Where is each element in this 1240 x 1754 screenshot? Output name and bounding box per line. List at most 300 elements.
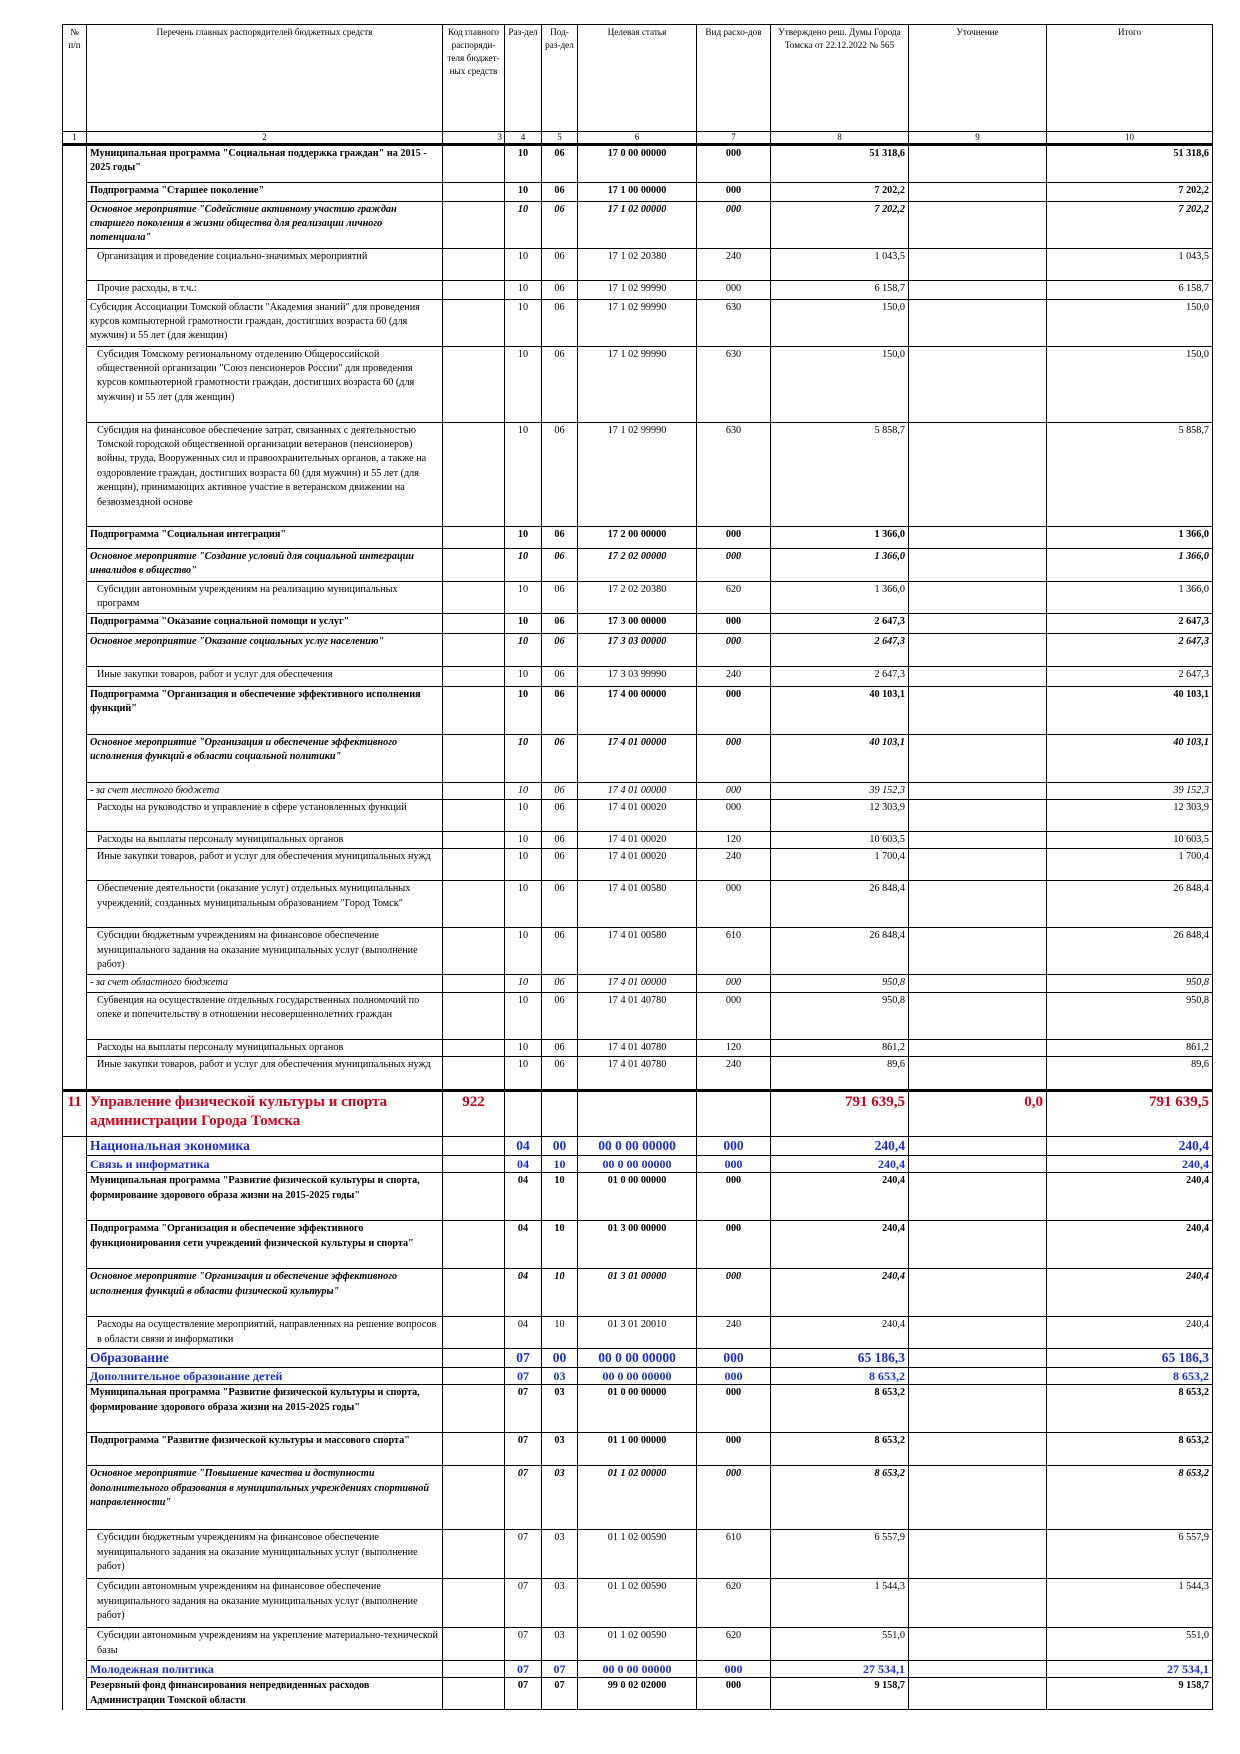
row-correction-cell <box>909 799 1047 831</box>
table-row <box>63 799 1213 831</box>
row-expense-type-cell: 610 <box>697 928 771 975</box>
row-subsection-cell: 03 <box>542 1433 578 1466</box>
row-name-cell: Подпрограмма "Организация и обеспечение эффективного функционирования сети учреждений физической культуры и спорта" <box>87 1221 443 1269</box>
row-subsection-cell: 06 <box>542 831 578 848</box>
row-name-cell: Обеспечение деятельности (оказание услуг) отдельных муниципальных учреждений, созданных муниципальным образованием "Город Томск" <box>87 881 443 928</box>
row-subsection-cell: 10 <box>542 1317 578 1349</box>
row-target-article-cell: 00 0 00 00000 <box>578 1136 697 1156</box>
row-total-cell: 240,4 <box>1047 1317 1213 1349</box>
row-number-cell <box>63 633 87 666</box>
row-section-cell: 04 <box>505 1317 542 1349</box>
row-name-cell: Субсидия Ассоциации Томской области "Академия знаний" для проведения курсов компьютерной грамотности граждан, достигших возраста 60 (для мужчин) и 55 лет (для женщин) <box>87 299 443 346</box>
row-expense-type-cell: 240 <box>697 1317 771 1349</box>
row-section-cell: 10 <box>505 928 542 975</box>
row-expense-type-cell: 000 <box>697 1349 771 1368</box>
row-code-cell <box>443 1433 505 1466</box>
row-code-cell <box>443 422 505 526</box>
row-correction-cell <box>909 1678 1047 1710</box>
header-approved: Утверждено реш. Думы Города Томска от 22.12.2022 № 565 <box>771 25 909 132</box>
row-total-cell: 9 158,7 <box>1047 1678 1213 1710</box>
row-code-cell <box>443 1368 505 1385</box>
row-name-cell: Основное мероприятие "Организация и обеспечение эффективного исполнения функций в области социальной политики" <box>87 734 443 782</box>
row-approved-cell: 10 603,5 <box>771 831 909 848</box>
row-approved-cell: 1 700,4 <box>771 849 909 881</box>
row-name-cell: Основное мероприятие "Содействие активному участию граждан старшего поколения в жизни общества для реализации личного потенциала" <box>87 201 443 248</box>
row-correction-cell <box>909 1433 1047 1466</box>
row-expense-type-cell: 000 <box>697 526 771 548</box>
row-correction-cell <box>909 849 1047 881</box>
row-approved-cell: 950,8 <box>771 975 909 992</box>
row-total-cell: 150,0 <box>1047 346 1213 422</box>
table-row <box>63 831 1213 848</box>
row-approved-cell: 240,4 <box>771 1136 909 1156</box>
row-expense-type-cell: 000 <box>697 799 771 831</box>
row-number-cell <box>63 1433 87 1466</box>
row-section-cell: 10 <box>505 734 542 782</box>
row-code-cell <box>443 1173 505 1221</box>
row-total-cell: 861,2 <box>1047 1039 1213 1056</box>
row-name-cell: Субсидия Томскому региональному отделению Общероссийской общественной организации "Союз пенсионеров России" для проведения курсов компьютерной грамотности граждан, достигших возраста 60 (для мужчин) и 55 лет (для женщин) <box>87 346 443 422</box>
row-total-cell: 791 639,5 <box>1047 1090 1213 1136</box>
row-expense-type-cell: 000 <box>697 1221 771 1269</box>
row-subsection-cell: 06 <box>542 182 578 201</box>
row-subsection-cell: 06 <box>542 248 578 280</box>
table-row <box>63 526 1213 548</box>
row-subsection-cell: 06 <box>542 799 578 831</box>
row-approved-cell: 240,4 <box>771 1269 909 1317</box>
row-total-cell: 26 848,4 <box>1047 928 1213 975</box>
row-section-cell: 10 <box>505 299 542 346</box>
row-total-cell: 7 202,2 <box>1047 182 1213 201</box>
row-code-cell <box>443 1466 505 1530</box>
row-approved-cell: 1 366,0 <box>771 581 909 613</box>
table-row <box>63 1317 1213 1349</box>
row-total-cell: 8 653,2 <box>1047 1368 1213 1385</box>
row-section-cell: 10 <box>505 849 542 881</box>
row-code-cell <box>443 1678 505 1710</box>
row-total-cell: 39 152,3 <box>1047 782 1213 799</box>
row-target-article-cell: 17 2 00 00000 <box>578 526 697 548</box>
row-name-cell: Расходы на выплаты персоналу муниципальных органов <box>87 831 443 848</box>
row-approved-cell: 39 152,3 <box>771 782 909 799</box>
row-code-cell <box>443 280 505 299</box>
row-number-cell <box>63 526 87 548</box>
row-expense-type-cell: 000 <box>697 734 771 782</box>
header-subsection: Под-раз-дел <box>542 25 578 132</box>
row-number-cell <box>63 280 87 299</box>
row-target-article-cell: 17 1 02 99990 <box>578 422 697 526</box>
row-approved-cell: 240,4 <box>771 1173 909 1221</box>
row-target-article-cell: 17 1 02 99990 <box>578 346 697 422</box>
row-name-cell: Молодежная политика <box>87 1661 443 1678</box>
row-code-cell <box>443 248 505 280</box>
row-total-cell: 89,6 <box>1047 1057 1213 1091</box>
row-total-cell: 240,4 <box>1047 1173 1213 1221</box>
row-correction-cell <box>909 1579 1047 1628</box>
row-code-cell <box>443 831 505 848</box>
row-target-article-cell: 17 0 00 00000 <box>578 145 697 183</box>
table-row <box>63 686 1213 734</box>
row-expense-type-cell: 000 <box>697 613 771 633</box>
row-correction-cell <box>909 1057 1047 1091</box>
row-subsection-cell: 06 <box>542 1039 578 1056</box>
row-target-article-cell: 17 4 01 00020 <box>578 799 697 831</box>
row-section-cell: 10 <box>505 1057 542 1091</box>
row-number-cell <box>63 613 87 633</box>
row-correction-cell <box>909 280 1047 299</box>
row-expense-type-cell: 000 <box>697 280 771 299</box>
row-subsection-cell: 06 <box>542 928 578 975</box>
row-subsection-cell: 06 <box>542 422 578 526</box>
row-total-cell: 1 366,0 <box>1047 548 1213 581</box>
row-target-article-cell: 99 0 02 02000 <box>578 1678 697 1710</box>
header-number: № п/п <box>63 25 87 132</box>
row-expense-type-cell: 000 <box>697 782 771 799</box>
row-total-cell: 240,4 <box>1047 1136 1213 1156</box>
row-section-cell: 04 <box>505 1156 542 1173</box>
row-approved-cell: 1 043,5 <box>771 248 909 280</box>
row-name-cell: Организация и проведение социально-значимых мероприятий <box>87 248 443 280</box>
row-expense-type-cell: 000 <box>697 145 771 183</box>
row-target-article-cell: 17 2 02 00000 <box>578 548 697 581</box>
row-approved-cell: 240,4 <box>771 1156 909 1173</box>
row-total-cell: 7 202,2 <box>1047 201 1213 248</box>
row-correction-cell <box>909 734 1047 782</box>
row-target-article-cell: 17 4 01 00000 <box>578 975 697 992</box>
row-expense-type-cell: 000 <box>697 1466 771 1530</box>
header-correction: Уточнение <box>909 25 1047 132</box>
row-name-cell: Субсидии бюджетным учреждениям на финансовое обеспечение муниципального задания на оказание муниципальных услуг (выполнение работ) <box>87 928 443 975</box>
row-section-cell: 07 <box>505 1530 542 1579</box>
column-number-row <box>63 132 1213 145</box>
row-subsection-cell: 06 <box>542 734 578 782</box>
row-correction-cell <box>909 145 1047 183</box>
row-number-cell <box>63 201 87 248</box>
row-total-cell: 8 653,2 <box>1047 1385 1213 1433</box>
row-total-cell: 240,4 <box>1047 1221 1213 1269</box>
row-total-cell: 240,4 <box>1047 1269 1213 1317</box>
row-code-cell <box>443 928 505 975</box>
row-section-cell: 04 <box>505 1136 542 1156</box>
row-correction-cell <box>909 666 1047 686</box>
row-code-cell <box>443 1349 505 1368</box>
row-name-cell: Субсидии автономным учреждениям на реализацию муниципальных программ <box>87 581 443 613</box>
row-approved-cell: 150,0 <box>771 346 909 422</box>
row-subsection-cell <box>542 1090 578 1136</box>
column-number: 2 <box>87 132 443 145</box>
row-subsection-cell: 07 <box>542 1661 578 1678</box>
row-subsection-cell: 06 <box>542 280 578 299</box>
row-target-article-cell: 17 4 01 00580 <box>578 881 697 928</box>
row-name-cell: Муниципальная программа "Развитие физической культуры и спорта, формирование здорового образа жизни на 2015-2025 годы" <box>87 1173 443 1221</box>
row-target-article-cell: 17 1 00 00000 <box>578 182 697 201</box>
table-row <box>63 633 1213 666</box>
row-target-article-cell: 17 3 03 99990 <box>578 666 697 686</box>
row-total-cell: 150,0 <box>1047 299 1213 346</box>
row-expense-type-cell: 000 <box>697 1661 771 1678</box>
row-section-cell: 10 <box>505 182 542 201</box>
row-number-cell <box>63 581 87 613</box>
row-correction-cell <box>909 881 1047 928</box>
row-expense-type-cell: 000 <box>697 548 771 581</box>
row-section-cell <box>505 1090 542 1136</box>
row-code-cell <box>443 1057 505 1091</box>
row-subsection-cell: 06 <box>542 992 578 1039</box>
row-number-cell <box>63 928 87 975</box>
row-target-article-cell: 17 4 01 40780 <box>578 1057 697 1091</box>
table-row <box>63 422 1213 526</box>
row-section-cell: 10 <box>505 422 542 526</box>
row-expense-type-cell: 620 <box>697 1628 771 1661</box>
row-expense-type-cell: 000 <box>697 992 771 1039</box>
row-number-cell <box>63 299 87 346</box>
row-correction-cell <box>909 1530 1047 1579</box>
row-subsection-cell: 06 <box>542 686 578 734</box>
row-number-cell <box>63 1628 87 1661</box>
row-code-cell <box>443 1579 505 1628</box>
header-target-article: Целевая статья <box>578 25 697 132</box>
row-code-cell <box>443 182 505 201</box>
row-number-cell <box>63 1579 87 1628</box>
row-name-cell: Подпрограмма "Оказание социальной помощи и услуг" <box>87 613 443 633</box>
table-row <box>63 782 1213 799</box>
table-row <box>63 1579 1213 1628</box>
row-approved-cell: 2 647,3 <box>771 613 909 633</box>
row-number-cell <box>63 831 87 848</box>
row-target-article-cell: 01 0 00 00000 <box>578 1385 697 1433</box>
row-section-cell: 10 <box>505 686 542 734</box>
row-correction-cell <box>909 1039 1047 1056</box>
row-name-cell: Расходы на выплаты персоналу муниципальных органов <box>87 1039 443 1056</box>
column-number: 5 <box>542 132 578 145</box>
row-target-article-cell: 17 1 02 20380 <box>578 248 697 280</box>
row-name-cell: Основное мероприятие "Повышение качества и доступности дополнительного образования в муниципальных учреждениях спортивной направленности" <box>87 1466 443 1530</box>
row-number-cell <box>63 1269 87 1317</box>
row-target-article-cell: 17 3 00 00000 <box>578 613 697 633</box>
row-subsection-cell: 03 <box>542 1368 578 1385</box>
row-total-cell: 950,8 <box>1047 975 1213 992</box>
row-approved-cell: 51 318,6 <box>771 145 909 183</box>
row-section-cell: 10 <box>505 1039 542 1056</box>
row-correction-cell: 0,0 <box>909 1090 1047 1136</box>
row-correction-cell <box>909 1136 1047 1156</box>
row-total-cell: 5 858,7 <box>1047 422 1213 526</box>
row-name-cell: Резервный фонд финансирования непредвиденных расходов Администрации Томской области <box>87 1678 443 1710</box>
row-section-cell: 10 <box>505 526 542 548</box>
row-number-cell <box>63 782 87 799</box>
table-row <box>63 548 1213 581</box>
row-correction-cell <box>909 633 1047 666</box>
row-code-cell <box>443 346 505 422</box>
row-subsection-cell: 06 <box>542 299 578 346</box>
column-number: 1 <box>63 132 87 145</box>
row-number-cell <box>63 734 87 782</box>
row-section-cell: 07 <box>505 1368 542 1385</box>
table-row <box>63 734 1213 782</box>
row-subsection-cell: 03 <box>542 1530 578 1579</box>
table-row <box>63 299 1213 346</box>
row-code-cell <box>443 1661 505 1678</box>
row-name-cell: - за счет местного бюджета <box>87 782 443 799</box>
row-expense-type-cell: 620 <box>697 581 771 613</box>
table-row <box>63 1156 1213 1173</box>
row-target-article-cell: 01 1 02 00590 <box>578 1530 697 1579</box>
row-expense-type-cell: 620 <box>697 1579 771 1628</box>
row-code-cell: 922 <box>443 1090 505 1136</box>
table-row <box>63 666 1213 686</box>
row-correction-cell <box>909 346 1047 422</box>
row-section-cell: 07 <box>505 1661 542 1678</box>
table-row <box>63 1173 1213 1221</box>
row-expense-type-cell: 000 <box>697 1173 771 1221</box>
table-row <box>63 346 1213 422</box>
row-target-article-cell: 17 1 02 99990 <box>578 280 697 299</box>
row-target-article-cell: 17 4 01 40780 <box>578 992 697 1039</box>
row-section-cell: 10 <box>505 613 542 633</box>
row-expense-type-cell: 240 <box>697 849 771 881</box>
row-approved-cell: 950,8 <box>771 992 909 1039</box>
row-approved-cell: 26 848,4 <box>771 928 909 975</box>
row-approved-cell: 7 202,2 <box>771 201 909 248</box>
row-code-cell <box>443 1530 505 1579</box>
row-number-cell <box>63 849 87 881</box>
table-row <box>63 1136 1213 1156</box>
row-target-article-cell: 17 4 01 00020 <box>578 849 697 881</box>
row-name-cell: Управление физической культуры и спорта администрации Города Томска <box>87 1090 443 1136</box>
row-code-cell <box>443 666 505 686</box>
row-section-cell: 04 <box>505 1173 542 1221</box>
row-name-cell: Подпрограмма "Социальная интеграция" <box>87 526 443 548</box>
table-row <box>63 145 1213 183</box>
column-number: 3 <box>443 132 505 145</box>
row-total-cell: 240,4 <box>1047 1156 1213 1173</box>
row-approved-cell: 7 202,2 <box>771 182 909 201</box>
row-number-cell <box>63 145 87 183</box>
row-total-cell: 2 647,3 <box>1047 633 1213 666</box>
row-total-cell: 8 653,2 <box>1047 1466 1213 1530</box>
row-code-cell <box>443 613 505 633</box>
row-code-cell <box>443 975 505 992</box>
row-name-cell: Основное мероприятие "Оказание социальных услуг населению" <box>87 633 443 666</box>
column-number: 7 <box>697 132 771 145</box>
row-subsection-cell: 06 <box>542 782 578 799</box>
row-expense-type-cell: 000 <box>697 182 771 201</box>
row-target-article-cell: 00 0 00 00000 <box>578 1368 697 1385</box>
row-code-cell <box>443 299 505 346</box>
row-correction-cell <box>909 613 1047 633</box>
row-subsection-cell: 00 <box>542 1349 578 1368</box>
row-approved-cell: 2 647,3 <box>771 666 909 686</box>
row-name-cell: Иные закупки товаров, работ и услуг для обеспечения муниципальных нужд <box>87 849 443 881</box>
row-name-cell: Иные закупки товаров, работ и услуг для обеспечения <box>87 666 443 686</box>
row-approved-cell: 5 858,7 <box>771 422 909 526</box>
row-subsection-cell: 10 <box>542 1221 578 1269</box>
row-section-cell: 10 <box>505 782 542 799</box>
header-code: Код главного распоряди-теля бюджет-ных средств <box>443 25 505 132</box>
row-subsection-cell: 06 <box>542 849 578 881</box>
row-approved-cell: 9 158,7 <box>771 1678 909 1710</box>
row-code-cell <box>443 633 505 666</box>
row-correction-cell <box>909 992 1047 1039</box>
row-number-cell <box>63 666 87 686</box>
row-subsection-cell: 03 <box>542 1385 578 1433</box>
row-subsection-cell: 06 <box>542 633 578 666</box>
row-subsection-cell: 10 <box>542 1269 578 1317</box>
row-subsection-cell: 06 <box>542 613 578 633</box>
row-approved-cell: 6 557,9 <box>771 1530 909 1579</box>
row-target-article-cell: 17 4 01 00000 <box>578 734 697 782</box>
row-expense-type-cell: 240 <box>697 666 771 686</box>
row-name-cell: Расходы на осуществление мероприятий, направленных на решение вопросов в области связи и информатики <box>87 1317 443 1349</box>
row-name-cell: Муниципальная программа "Развитие физической культуры и спорта, формирование здорового образа жизни на 2015-2025 годы" <box>87 1385 443 1433</box>
row-approved-cell: 65 186,3 <box>771 1349 909 1368</box>
row-total-cell: 40 103,1 <box>1047 734 1213 782</box>
row-code-cell <box>443 1317 505 1349</box>
row-correction-cell <box>909 1628 1047 1661</box>
row-approved-cell: 12 303,9 <box>771 799 909 831</box>
header-expense-type: Вид расхо-дов <box>697 25 771 132</box>
row-number-cell <box>63 799 87 831</box>
row-expense-type-cell: 000 <box>697 686 771 734</box>
row-code-cell <box>443 201 505 248</box>
row-section-cell: 07 <box>505 1433 542 1466</box>
table-header-row <box>63 25 1213 132</box>
row-target-article-cell: 00 0 00 00000 <box>578 1349 697 1368</box>
row-target-article-cell: 01 1 02 00000 <box>578 1466 697 1530</box>
table-row <box>63 1368 1213 1385</box>
row-approved-cell: 27 534,1 <box>771 1661 909 1678</box>
row-name-cell: Прочие расходы, в т.ч.: <box>87 280 443 299</box>
row-target-article-cell: 01 0 00 00000 <box>578 1173 697 1221</box>
row-correction-cell <box>909 928 1047 975</box>
row-section-cell: 10 <box>505 248 542 280</box>
table-row <box>63 1090 1213 1136</box>
table-row <box>63 1349 1213 1368</box>
row-name-cell: Подпрограмма "Организация и обеспечение эффективного исполнения функций" <box>87 686 443 734</box>
row-number-cell <box>63 1136 87 1156</box>
row-subsection-cell: 03 <box>542 1466 578 1530</box>
row-number-cell <box>63 992 87 1039</box>
row-name-cell: Субсидии автономным учреждениям на укрепление материально-технической базы <box>87 1628 443 1661</box>
row-name-cell: Субвенция на осуществление отдельных государственных полномочий по опеке и попечительству в отношении несовершеннолетних граждан <box>87 992 443 1039</box>
row-section-cell: 07 <box>505 1349 542 1368</box>
row-expense-type-cell: 000 <box>697 975 771 992</box>
row-approved-cell: 2 647,3 <box>771 633 909 666</box>
row-total-cell: 12 303,9 <box>1047 799 1213 831</box>
row-total-cell: 51 318,6 <box>1047 145 1213 183</box>
row-section-cell: 10 <box>505 975 542 992</box>
row-number-cell <box>63 1349 87 1368</box>
row-total-cell: 6 557,9 <box>1047 1530 1213 1579</box>
table-row <box>63 280 1213 299</box>
header-total: Итого <box>1047 25 1213 132</box>
column-number: 8 <box>771 132 909 145</box>
row-number-cell <box>63 1173 87 1221</box>
row-target-article-cell: 17 4 01 40780 <box>578 1039 697 1056</box>
row-expense-type-cell: 000 <box>697 1269 771 1317</box>
row-name-cell: Субсидии автономным учреждениям на финансовое обеспечение муниципального задания на оказание муниципальных услуг (выполнение работ) <box>87 1579 443 1628</box>
row-correction-cell <box>909 975 1047 992</box>
row-section-cell: 10 <box>505 799 542 831</box>
row-code-cell <box>443 686 505 734</box>
row-subsection-cell: 06 <box>542 548 578 581</box>
row-section-cell: 07 <box>505 1579 542 1628</box>
table-row <box>63 1221 1213 1269</box>
row-correction-cell <box>909 1368 1047 1385</box>
row-subsection-cell: 10 <box>542 1156 578 1173</box>
row-total-cell: 6 158,7 <box>1047 280 1213 299</box>
row-expense-type-cell: 000 <box>697 1385 771 1433</box>
